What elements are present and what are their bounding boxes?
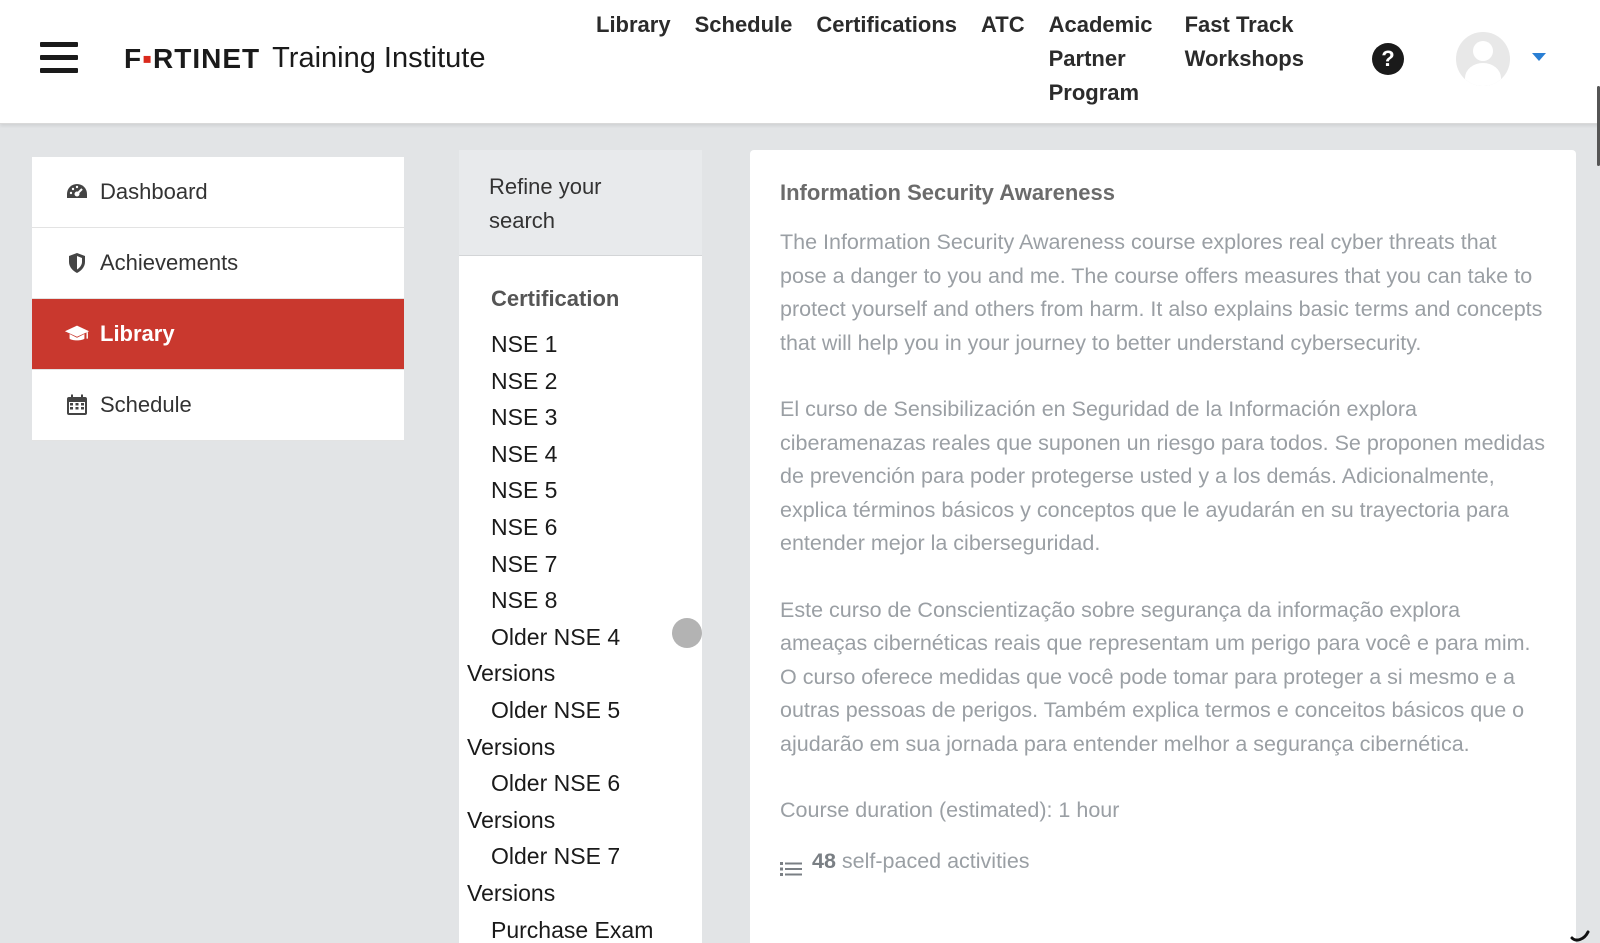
certification-filter-title: Certification [491,286,620,311]
nav-schedule[interactable]: Schedule [694,12,793,37]
sidebar-item-label: Schedule [100,392,192,417]
calendar-icon [64,394,90,416]
nav-library[interactable]: Library [596,12,671,37]
activities-count: 48 [812,849,836,873]
filter-item[interactable]: NSE 4 [491,440,558,467]
sidebar-item-label: Achievements [100,250,239,275]
nav-atc[interactable]: ATC [981,12,1025,37]
brand-wordmark: F▪RTINET [124,42,261,74]
user-avatar[interactable] [1456,32,1510,86]
sidebar-item-label: Library [100,321,175,346]
refine-search-panel [459,150,702,943]
sidebar-item-dashboard[interactable] [32,157,404,228]
sidebar-item-label: Dashboard [100,179,208,204]
filter-item[interactable]: Older NSE 6 Versions [467,770,621,833]
course-title: Information Security Awareness [780,180,1115,205]
filter-item[interactable]: Older NSE 4 Versions [467,623,621,687]
shield-icon [64,252,90,274]
certification-filter [459,256,702,943]
brand-subtitle: Training Institute [272,42,486,74]
top-header [0,0,1600,124]
course-activities [780,845,1546,878]
nav-fast-track-workshops[interactable]: Fast Track Workshops [1184,12,1304,71]
filter-item[interactable]: Older NSE 5 Versions [467,696,621,760]
filter-item[interactable]: NSE 7 [491,550,558,577]
nav-academic-partner-program[interactable]: Academic Partner Program [1048,12,1153,105]
chevron-down-icon[interactable] [1532,53,1546,61]
filter-item[interactable]: Older NSE 7 Versions [467,843,621,906]
filter-item[interactable]: NSE 1 [491,331,558,357]
sidebar [32,157,404,441]
course-description-es: El curso de Sensibilización en Seguridad de la Información explora ciberamenazas reales que suponen un riesgo para todos. Se proponen medidas de prevención para poder protegerse usted y a los demás. Adicionalmente, explica términos básicos y conceptos que le ayudarán en su trayectoria para entender mejor la ciberseguridad. [780,397,1545,555]
filter-item[interactable]: NSE 2 [491,367,558,394]
help-icon[interactable]: ? [1372,43,1404,75]
hamburger-menu-icon[interactable] [40,42,78,74]
fortinet-logo[interactable] [124,42,485,75]
course-detail-panel [750,150,1576,943]
sidebar-item-library[interactable] [32,299,404,370]
sidebar-item-schedule[interactable] [32,370,404,441]
course-duration: Course duration (estimated): 1 hour [780,798,1120,822]
refine-search-heading: Refine your search [459,150,702,256]
filter-item[interactable]: NSE 8 [491,587,558,614]
activities-label: self-paced activities [841,849,1030,873]
scroll-handle[interactable] [672,618,702,648]
course-description-pt: Este curso de Conscientização sobre segurança da informação explora ameaças cibernéticas reais que representam um perigo para você e para mim. O curso oferece medidas que você pode tomar para proteger a si mesmo e a outras pessoas de perigos. Também explica termos e conceitos básicos que o ajudarão em sua jornada para entender melhor a segurança cibernética. [780,597,1531,756]
list-icon [780,854,802,870]
course-description-en: The Information Security Awareness course explores real cyber threats that pose a danger to you and me. The course offers measures that you can take to protect yourself and others from harm. It also explains basic terms and concepts that will help you in your journey to better understand cybersecurity. [780,230,1543,355]
dashboard-icon [64,181,90,203]
filter-item[interactable]: NSE 5 [491,477,558,504]
nav-certifications[interactable]: Certifications [816,12,957,37]
sidebar-item-achievements[interactable] [32,228,404,299]
filter-item[interactable]: Purchase Exam [491,916,654,943]
top-nav [596,8,1339,110]
phone-icon[interactable] [1568,920,1592,942]
graduation-cap-icon [64,323,90,345]
filter-item[interactable]: NSE 3 [491,404,558,431]
filter-item[interactable]: NSE 6 [491,513,558,540]
